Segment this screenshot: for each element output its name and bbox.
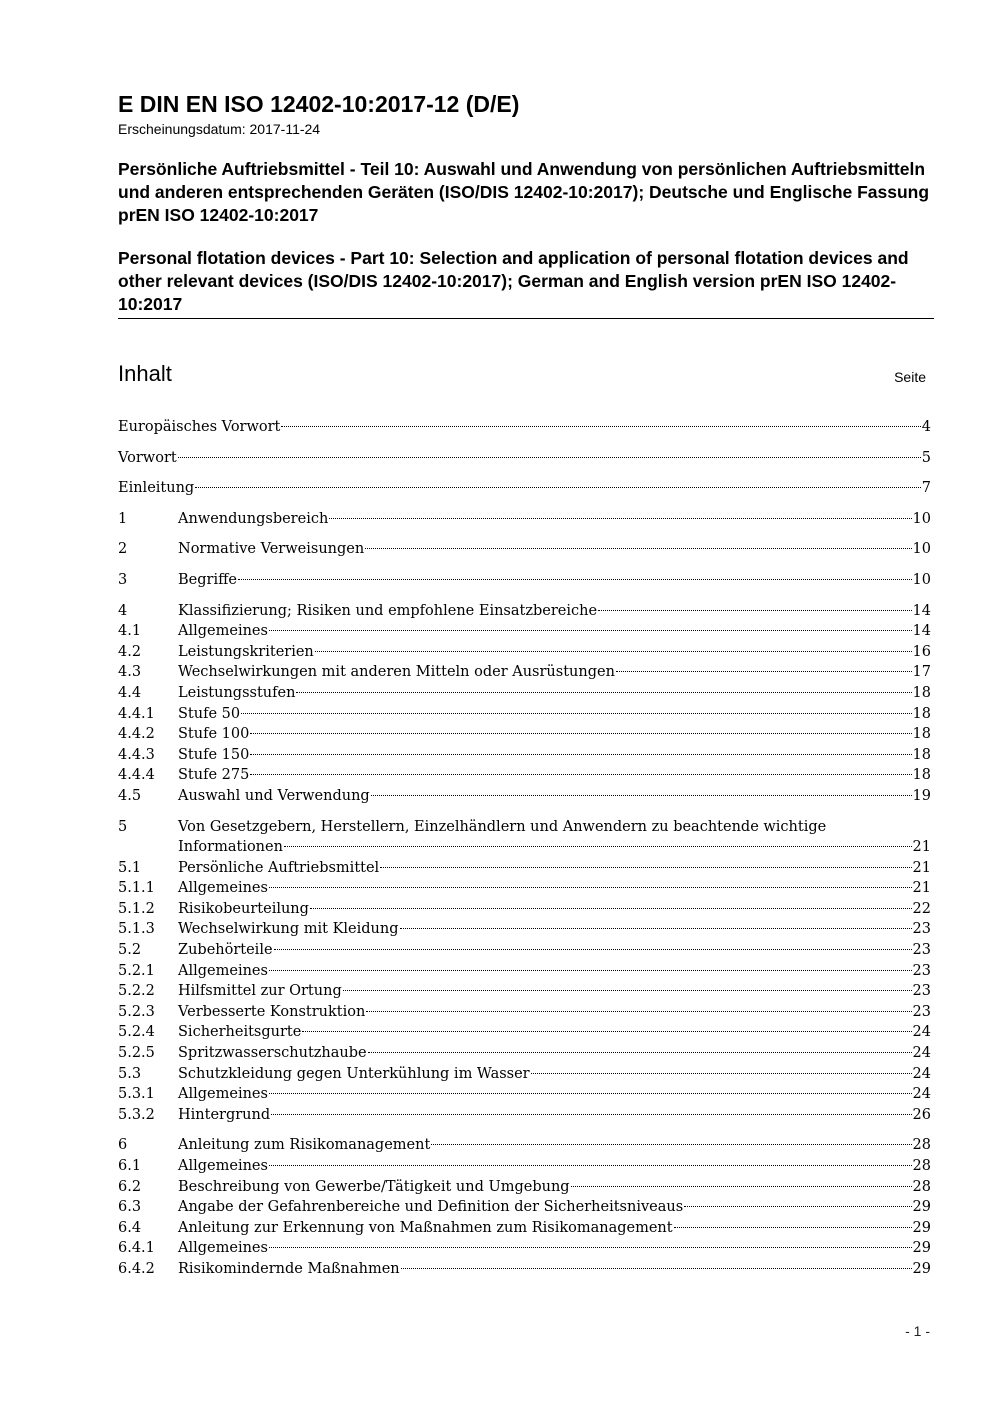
toc-entry-page: 21 [912,839,931,856]
dot-leader [296,692,911,693]
toc-entry-label: Begriffe [178,571,237,588]
toc-entry-label: Wechselwirkung mit Kleidung [178,921,399,938]
toc-entry-number: 2 [118,541,128,558]
toc-entry-number: 5.3 [118,1065,142,1082]
toc-entry-page: 19 [912,787,931,804]
dot-leader [371,795,912,796]
toc-entry-label: Allgemeines [178,1240,268,1257]
toc-heading: Inhalt [118,361,172,386]
toc-entry-label: Beschreibung von Gewerbe/Tätigkeit und Umgebung [178,1178,570,1195]
toc-entry-label-continued: Informationen [178,839,283,856]
toc-entry[interactable] [118,704,931,725]
toc-entry-number: 6 [118,1137,128,1154]
toc-entry-number: 4.4.3 [118,746,155,763]
toc-entry[interactable] [118,1022,931,1043]
toc-entry-label: Vorwort [118,449,177,466]
toc-entry-page: 18 [912,767,931,784]
toc-entry-number: 4.1 [118,623,142,640]
toc-entry-number: 1 [118,510,128,527]
toc-entry[interactable] [118,1197,931,1218]
toc-entry[interactable] [118,940,931,961]
toc-entry-label: Leistungsstufen [178,684,296,701]
toc-entry-label: Allgemeines [178,962,268,979]
toc-entry[interactable] [118,662,931,683]
toc-entry-page: 24 [912,1045,931,1062]
publication-date: Erscheinungsdatum: 2017-11-24 [118,121,321,137]
toc-entry[interactable] [118,765,931,786]
toc-entry-page: 18 [912,726,931,743]
dot-leader [616,671,912,672]
dot-leader [250,733,911,734]
toc-entry-label: Europäisches Vorwort [118,419,281,435]
toc-entry[interactable] [118,478,931,499]
dot-leader [271,1114,911,1115]
toc-entry-page: 18 [912,746,931,763]
toc-entry-number: 5 [118,818,128,835]
toc-entry[interactable] [118,961,931,982]
toc-entry[interactable] [118,1084,931,1105]
toc-entry-label: Stufe 275 [178,767,250,784]
toc-entry-page: 10 [912,541,931,558]
toc-entry[interactable] [118,919,931,940]
toc-entry-number: 4 [118,602,128,619]
toc-entry-number: 6.3 [118,1199,142,1216]
toc-entry-number: 4.4.4 [118,767,155,784]
toc-entry-label: Allgemeines [178,1086,268,1103]
toc-entry-page: 29 [912,1240,931,1257]
toc-entry-number: 6.1 [118,1158,142,1174]
toc-entry-page: 17 [912,664,931,681]
dot-leader [302,1031,911,1032]
toc-entry-page: 29 [912,1199,931,1216]
dot-leader [269,887,912,888]
toc-entry-page: 24 [912,1086,931,1103]
dot-leader [269,1093,912,1094]
toc-entry-label: Auswahl und Verwendung [178,787,370,804]
title-german: Persönliche Auftriebsmittel - Teil 10: Auswahl und Anwendung von persönlichen Auftriebsmitteln und anderen entsprechenden Geräten (ISO/DIS 12402-10:2017); Deutsche und Englische Fassung prEN ISO 12402-10:2017 [118,159,930,225]
toc-entry[interactable] [118,858,931,879]
toc-entry[interactable] [118,1105,931,1126]
toc-entry-page: 10 [912,510,931,527]
toc-entry-number: 5.3.1 [118,1086,155,1103]
toc-entry[interactable] [118,1218,931,1239]
toc-entry-page: 23 [912,962,931,979]
toc-entry[interactable] [118,817,931,858]
toc-entry-label: Anleitung zur Erkennung von Maßnahmen zum Risikomanagement [178,1219,673,1236]
toc-entry-label: Stufe 100 [178,726,250,743]
toc-entry-label: Hintergrund [178,1106,271,1123]
toc-entry-page: 5 [921,449,931,466]
toc-entry-number: 5.2.3 [118,1003,155,1020]
dot-leader [380,867,911,868]
toc-entry-page: 28 [912,1158,931,1174]
toc-entry-label: Verbesserte Konstruktion [178,1003,366,1020]
toc-entry-label: Stufe 150 [178,746,250,763]
dot-leader [571,1186,912,1187]
toc-entry-label: Sicherheitsgurte [178,1024,302,1041]
toc-entry[interactable] [118,621,931,642]
dot-leader [269,630,912,631]
toc-entry-number: 6.4 [118,1219,142,1236]
toc-entry-label: Hilfsmittel zur Ortung [178,983,342,1000]
toc-entry-page: 23 [912,983,931,1000]
dot-leader [269,1247,912,1248]
toc-entry-page: 14 [912,602,931,619]
toc-entry[interactable] [118,642,931,663]
toc-entry[interactable] [118,745,931,766]
toc-entry-page: 26 [912,1106,931,1123]
toc-entry-number: 5.3.2 [118,1106,155,1123]
dot-leader [329,518,911,519]
toc-entry[interactable] [118,539,931,560]
dot-leader [400,928,912,929]
toc-entry[interactable] [118,601,931,622]
dot-leader [269,970,912,971]
toc-entry-page: 16 [912,643,931,660]
toc-entry[interactable] [118,1238,931,1259]
toc-entry[interactable] [118,1259,931,1280]
toc-entry[interactable] [118,1156,931,1177]
toc-entry-page: 21 [912,880,931,897]
toc-entry-page: 29 [912,1260,931,1277]
toc-entry[interactable] [118,1043,931,1064]
document-id: E DIN EN ISO 12402-10:2017-12 (D/E) [118,91,520,117]
dot-leader [674,1227,912,1228]
toc-entry-number: 5.1 [118,859,142,876]
toc-entry-number: 5.2.5 [118,1045,155,1062]
toc-entry-page: 22 [912,900,931,917]
toc-entry-label: Risikomindernde Maßnahmen [178,1260,400,1277]
dot-leader [431,1144,911,1145]
toc-entry-label: Persönliche Auftriebsmittel [178,859,380,876]
dot-leader [531,1073,912,1074]
toc-entry-label: Angabe der Gefahrenbereiche und Definition der Sicherheitsniveaus [178,1199,684,1216]
dot-leader [178,457,921,458]
toc-entry-page: 28 [912,1178,931,1195]
toc-entry-page: 24 [912,1024,931,1041]
toc-entry-page: 23 [912,1003,931,1020]
toc-entry[interactable] [118,417,931,438]
toc-entry-number: 5.2.2 [118,983,155,1000]
toc-entry[interactable] [118,1064,931,1085]
toc-entry-number: 5.1.3 [118,921,155,938]
toc-entry-label: Spritzwasserschutzhaube [178,1045,367,1062]
dot-leader [281,426,920,427]
toc-entry-number: 6.4.2 [118,1260,155,1277]
toc-entry[interactable] [118,1177,931,1198]
toc-entry[interactable] [118,683,931,704]
toc-entry-number: 4.4.1 [118,705,155,722]
toc-entry-label: Allgemeines [178,880,268,897]
toc-entry-label: Leistungskriterien [178,643,314,660]
toc-entry-label: Schutzkleidung gegen Unterkühlung im Wasser [178,1065,530,1082]
toc-entry[interactable] [118,509,931,530]
toc-entry-page: 24 [912,1065,931,1082]
toc-page-label: Seite [894,369,926,385]
table-of-contents [118,417,931,1280]
toc-entry-label: Klassifizierung; Risiken und empfohlene Einsatzbereiche [178,602,598,619]
toc-entry-label: Allgemeines [178,1158,268,1174]
toc-entry-page: 18 [912,684,931,701]
toc-entry-label: Einleitung [118,480,195,497]
toc-entry[interactable] [118,1002,931,1023]
dot-leader [269,1165,912,1166]
toc-entry-page: 21 [912,859,931,876]
toc-entry-label: Stufe 50 [178,705,241,722]
dot-leader [684,1206,911,1207]
toc-header [118,360,926,390]
toc-entry-label: Normative Verweisungen [178,541,365,558]
toc-entry-label: Risikobeurteilung [178,900,309,917]
toc-entry-page: 28 [912,1137,931,1154]
dot-leader [310,908,912,909]
document-header [118,90,934,319]
toc-entry-page: 23 [912,921,931,938]
toc-entry[interactable] [118,899,931,920]
toc-entry-number: 5.2 [118,942,142,959]
toc-entry-number: 5.2.1 [118,962,155,979]
toc-entry[interactable] [118,981,931,1002]
toc-entry[interactable] [118,724,931,745]
dot-leader [598,610,912,611]
toc-entry-number: 6.2 [118,1178,142,1195]
toc-entry[interactable] [118,448,931,469]
dot-leader [195,487,921,488]
toc-entry-page: 29 [912,1219,931,1236]
toc-entry-page: 14 [912,623,931,640]
dot-leader [343,990,912,991]
toc-entry-number: 4.5 [118,787,142,804]
toc-entry-label: Anwendungsbereich [178,510,329,527]
dot-leader [315,651,912,652]
toc-entry-number: 4.4 [118,684,142,701]
dot-leader [284,846,912,847]
toc-entry-label: Von Gesetzgebern, Herstellern, Einzelhändlern und Anwendern zu beachtende wichtige [178,818,827,835]
dot-leader [250,754,911,755]
toc-entry-number: 3 [118,571,128,588]
toc-entry-page: 7 [921,480,931,497]
dot-leader [368,1052,912,1053]
dot-leader [241,713,911,714]
toc-entry-label: Allgemeines [178,623,268,640]
toc-entry[interactable] [118,1135,931,1156]
toc-entry-page: 23 [912,942,931,959]
toc-entry[interactable] [118,786,931,807]
toc-entry[interactable] [118,570,931,591]
dot-leader [365,548,911,549]
toc-entry-number: 4.3 [118,664,142,681]
toc-entry-label: Wechselwirkungen mit anderen Mitteln oder Ausrüstungen [178,664,615,681]
toc-entry-number: 5.1.1 [118,880,155,897]
toc-entry[interactable] [118,878,931,899]
toc-entry-number: 6.4.1 [118,1240,155,1257]
title-english: Personal flotation devices - Part 10: Selection and application of personal flotation devices and other relevant devices (ISO/DIS 12402-10:2017); German and English version prEN ISO 12402-10:2017 [118,247,934,319]
toc-entry-number: 4.2 [118,643,142,660]
dot-leader [274,949,912,950]
toc-entry-page: 4 [921,419,931,435]
dot-leader [401,1268,912,1269]
dot-leader [238,579,912,580]
toc-entry-label: Zubehörteile [178,942,273,959]
toc-entry-label: Anleitung zum Risikomanagement [178,1137,431,1154]
dot-leader [250,774,911,775]
page-number: - 1 - [905,1323,930,1339]
toc-entry-page: 18 [912,705,931,722]
toc-entry-number: 4.4.2 [118,726,155,743]
toc-entry-number: 5.1.2 [118,900,155,917]
toc-entry-page: 10 [912,571,931,588]
toc-entry-number: 5.2.4 [118,1024,155,1041]
dot-leader [366,1011,911,1012]
